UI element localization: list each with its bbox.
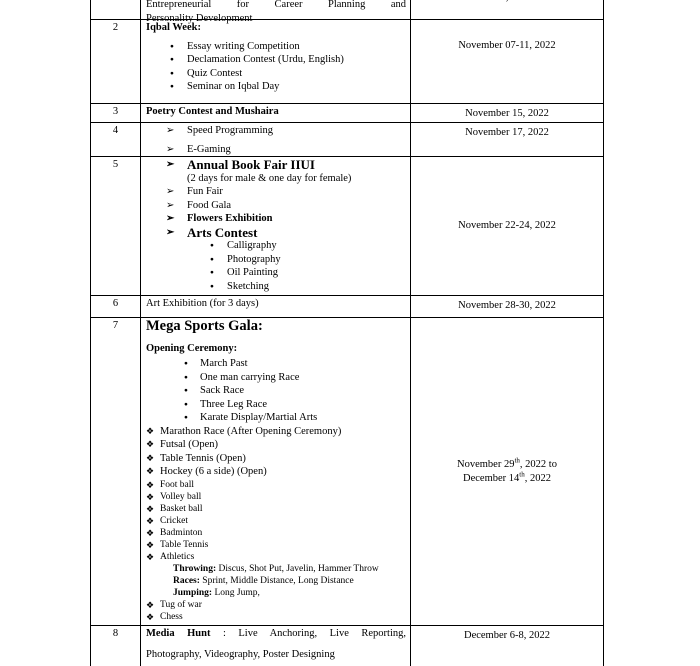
date-suffix: th [514, 456, 520, 465]
row-date [411, 318, 603, 625]
date-end [457, 472, 557, 486]
activity-text: Art Exhibition (for 3 days) [146, 298, 259, 309]
activity-title: Media Hunt [146, 628, 211, 639]
row-number: 4 [91, 123, 141, 156]
row-date [411, 104, 603, 122]
throwing-text: Discus, Shot Put, Javelin, Hammer Throw [216, 563, 379, 574]
bullet-list [146, 239, 406, 293]
list-item: ● Declamation Contest (Urdu, English) [146, 53, 406, 67]
row-activity [141, 318, 411, 625]
list-item: ❖ Chess [146, 611, 406, 623]
date-text: December 6-8, 2022 [463, 630, 550, 641]
row-date [411, 0, 603, 19]
table-row [90, 157, 604, 296]
arrow-list [146, 185, 406, 239]
date-text [506, 0, 509, 5]
list-item: ● Essay writing Competition [146, 40, 406, 54]
table-row [90, 318, 604, 626]
list-item: ● Seminar on Iqbal Day [146, 80, 406, 94]
arrow-list [146, 158, 406, 172]
date-text: November 17, 2022 [465, 127, 549, 138]
table-row [90, 0, 604, 24]
table-row [90, 20, 604, 104]
jumping-text: Long Jump, [212, 587, 260, 598]
date-text: , 2022 to [519, 459, 557, 470]
list-item: ❖ Cricket [146, 515, 406, 527]
list-item: ● Photography [146, 253, 406, 267]
activity-title: Mega Sports Gala: [146, 318, 263, 334]
row-date [411, 123, 603, 156]
row-date [411, 20, 603, 103]
list-item: ● Quiz Contest [146, 67, 406, 81]
row-date [411, 157, 603, 295]
activity-line: Personality Development [146, 12, 253, 24]
list-item: ➢ Annual Book Fair IIUI [146, 158, 406, 172]
date-text: November 29 [457, 459, 515, 470]
row-date [411, 626, 603, 666]
activity-note: (2 days for male & one day for female) [187, 172, 352, 184]
date-text: November 28-30, 2022 [458, 300, 556, 311]
athletics-jumping [146, 587, 406, 599]
races-label: Races: [173, 575, 200, 586]
bullet-list [146, 40, 406, 94]
date-range [457, 458, 557, 485]
table-row [90, 296, 604, 318]
list-item: ● Sketching [146, 280, 406, 294]
athletics-races [146, 575, 406, 587]
list-item: ❖ Table Tennis [146, 539, 406, 551]
table-row [90, 626, 604, 666]
row-activity [141, 626, 411, 666]
date-text: November 22-24, 2022 [458, 220, 556, 232]
list-item: ● March Past [146, 357, 406, 371]
list-item: ❖ Marathon Race (After Opening Ceremony) [146, 425, 406, 439]
row-activity [141, 0, 411, 24]
row-number: 3 [91, 104, 141, 122]
date-text: November 07-11, 2022 [458, 40, 556, 51]
list-item: ❖ Basket ball [146, 503, 406, 515]
list-item: ❖ Badminton [146, 527, 406, 539]
list-item: ➢ Flowers Exhibition [146, 212, 406, 226]
row-number: 7 [91, 318, 141, 625]
activity-title: Iqbal Week: [146, 22, 201, 33]
row-activity [141, 104, 411, 122]
races-text: Sprint, Middle Distance, Long Distance [199, 575, 354, 586]
row-activity [141, 157, 411, 295]
diamond-list [146, 599, 406, 623]
bullet-list [146, 357, 406, 425]
athletics-throwing [146, 563, 406, 575]
date-text: November 15, 2022 [465, 108, 549, 119]
row-activity [141, 296, 411, 317]
list-item: ❖ Table Tennis (Open) [146, 452, 406, 466]
activity-text: : Live Anchoring, Live Reporting, [210, 628, 406, 639]
list-item: ➢ E-Gaming [146, 143, 406, 157]
row-number: 5 [91, 157, 141, 295]
list-item: ● Three Leg Race [146, 398, 406, 412]
list-item: ➢ Food Gala [146, 199, 406, 213]
activity-title: Poetry Contest and Mushaira [146, 106, 279, 117]
list-item: ❖ Volley ball [146, 491, 406, 503]
row-activity [141, 20, 411, 103]
date-suffix: th [519, 470, 525, 478]
activity-line [146, 627, 406, 641]
list-item: ● One man carrying Race [146, 371, 406, 385]
table-row [90, 123, 604, 157]
list-item: ● Calligraphy [146, 239, 406, 253]
row-number: 8 [91, 626, 141, 666]
list-item: ➢ Arts Contest [146, 226, 406, 240]
arrow-list [146, 124, 406, 156]
row-number: 2 [91, 20, 141, 103]
diamond-list [146, 425, 406, 479]
jumping-label: Jumping: [173, 587, 213, 598]
row-number: 6 [91, 296, 141, 317]
list-item: ● Oil Painting [146, 266, 406, 280]
row-date [411, 296, 603, 317]
list-item: ❖ Tug of war [146, 599, 406, 611]
list-item: ❖ Futsal (Open) [146, 438, 406, 452]
date-text: December 14 [463, 472, 520, 484]
list-item: ➢ Fun Fair [146, 185, 406, 199]
list-item: ❖ Foot ball [146, 479, 406, 491]
activity-subtitle: Opening Ceremony: [146, 342, 238, 354]
list-item: ● Sack Race [146, 384, 406, 398]
date-start [457, 458, 557, 472]
row-activity [141, 123, 411, 156]
throwing-label: Throwing: [173, 563, 217, 574]
list-item: ❖ Athletics [146, 551, 406, 563]
events-table [90, 0, 604, 666]
list-item: ❖ Hockey (6 a side) (Open) [146, 465, 406, 479]
table-row [90, 104, 604, 123]
list-item: ➢ Speed Programming [146, 124, 406, 138]
row-number [91, 0, 141, 19]
list-item: ● Karate Display/Martial Arts [146, 411, 406, 425]
date-text: , 2022 [524, 472, 551, 484]
diamond-list [146, 479, 406, 563]
activity-line: Entrepreneurial for Career Planning and [146, 0, 406, 10]
activity-line: Photography, Videography, Poster Designing [146, 648, 335, 660]
